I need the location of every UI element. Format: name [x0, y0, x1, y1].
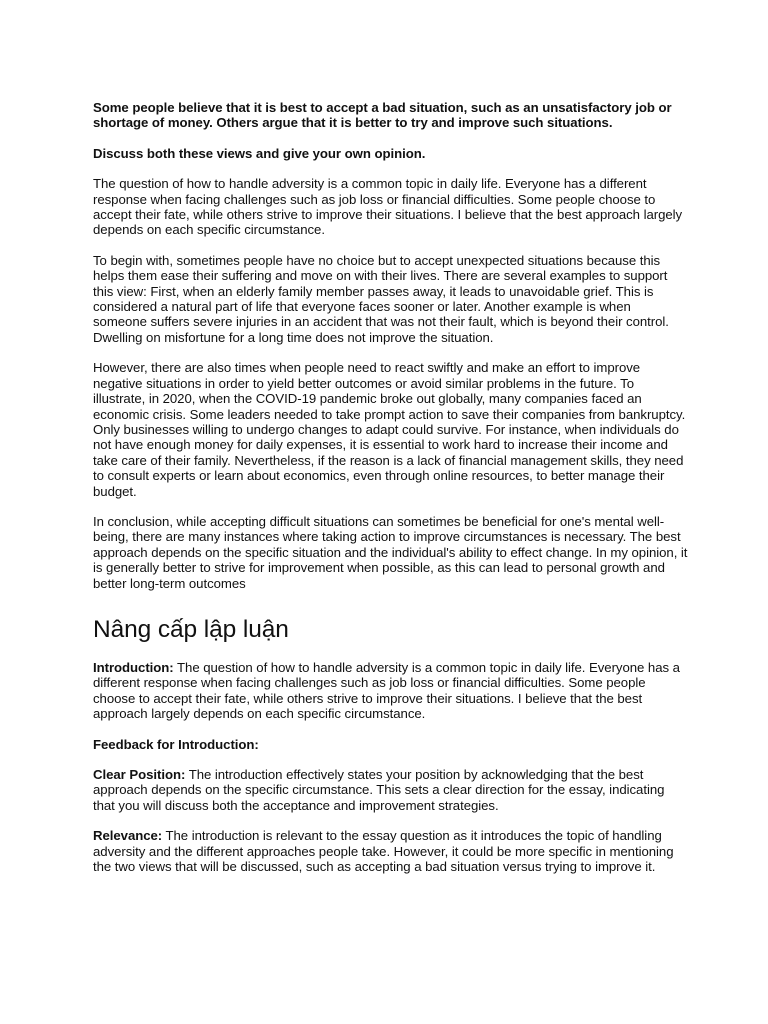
introduction-text: The question of how to handle adversity is a common topic in daily life. Everyone has a different response when facing challenges such as job loss or financial difficulties. Some people choose to accept their fate, while others strive to improve their situations. I believe that the best approach largely depends on each specific circumstance. — [93, 659, 680, 722]
essay-prompt-statement: Some people believe that it is best to accept a bad situation, such as an unsatisfactory job or shortage of money. Others argue that it is better to try and improve such situations. — [93, 100, 672, 131]
essay-paragraph-conclusion: In conclusion, while accepting difficult situations can sometimes be beneficial for one's mental well-being, there are many instances where taking action to improve circumstances is necessary. The best approach depends on the specific situation and the individual's ability to effect change. In my opinion, it is generally better to strive for improvement when possible, as this can lead to personal growth and better long-term outcomes — [93, 513, 688, 591]
essay-paragraph-body-2: However, there are also times when people need to react swiftly and make an effort to improve negative situations in order to yield better outcomes or avoid similar problems in the future. To illustrate, in 2020, when the COVID-19 pandemic broke out globally, many companies faced an economic crisis. Some leaders needed to take prompt action to save their companies from bankruptcy. Only businesses willing to undergo changes to adapt could survive. For instance, when individuals do not have enough money for daily expenses, it is essential to work hard to increase their income and take care of their family. Nevertheless, if the reason is a lack of financial management skills, they need to consult experts or learn about economics, even through online resources, to better manage their budget. — [93, 360, 686, 499]
introduction-label: Introduction: — [93, 659, 174, 675]
relevance-text: The introduction is relevant to the essay question as it introduces the topic of handling adversity and the different approaches people take. However, it could be more specific in mentioning the two views that will be discussed, such as accepting a bad situation versus trying to improve it. — [93, 828, 674, 875]
essay-paragraph-body-1: To begin with, sometimes people have no choice but to accept unexpected situations because this helps them ease their suffering and move on with their lives. There are several examples to support this view: First, when an elderly family member passes away, it leads to unavoidable grief. This is considered a natural part of life that everyone faces sooner or later. Another example is when someone suffers severe injuries in an accident that was not their fault, which is beyond their control. Dwelling on misfortune for a long time does not improve the situation. — [93, 252, 669, 345]
relevance-block — [93, 828, 688, 874]
essay-paragraph-intro: The question of how to handle adversity is a common topic in daily life. Everyone has a different response when facing challenges such as job loss or financial difficulties. Some people choose to accept their fate, while others strive to improve their situations. I believe that the best approach largely depends on each specific circumstance. — [93, 176, 683, 238]
clear-position-block — [93, 767, 688, 813]
clear-position-text: The introduction effectively states your position by acknowledging that the best approach depends on the specific circumstance. This sets a clear direction for the essay, indicating that you will discuss both the acceptance and improvement strategies. — [93, 767, 665, 813]
clear-position-label: Clear Position: — [93, 767, 186, 782]
relevance-label: Relevance: — [93, 828, 163, 844]
feedback-heading: Feedback for Introduction: — [93, 736, 259, 752]
section-heading: Nâng cấp lập luận — [93, 615, 289, 643]
introduction-block — [93, 660, 688, 722]
essay-prompt-instruction: Discuss both these views and give your own opinion. — [93, 145, 426, 161]
